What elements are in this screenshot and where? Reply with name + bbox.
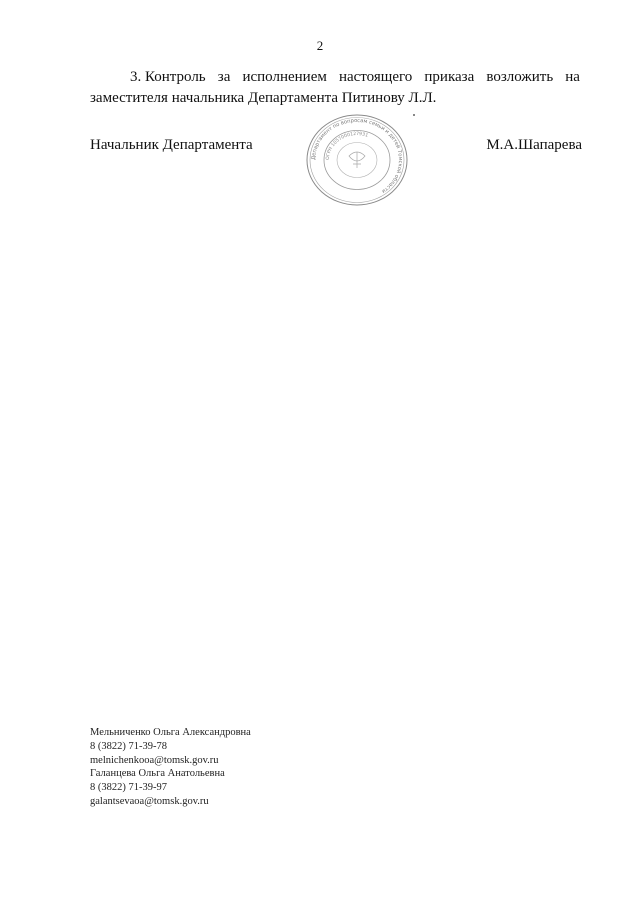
paragraph-word: возложить	[486, 69, 554, 85]
paragraph-number: 3.	[130, 69, 142, 85]
contact-line: Галанцева Ольга Анатольевна	[90, 768, 225, 780]
paragraph-line-1	[90, 67, 580, 88]
seal-emblem-icon	[349, 152, 365, 168]
contact-line: Мельниченко Ольга Александровна	[90, 727, 251, 738]
paragraph-word: приказа	[424, 69, 475, 85]
svg-text:ОГРН 1057000127931	[325, 131, 369, 160]
seal-inner-text: ОГРН 1057000127931	[325, 131, 369, 161]
seal-outer-text: Департамент по вопросам семьи и детей Томской области	[310, 117, 404, 195]
paragraph-word: настоящего	[338, 69, 413, 85]
order-paragraph	[90, 67, 580, 109]
signatory-title: Начальник Департамента	[90, 137, 253, 153]
signatory-name: М.А.Шапарева	[486, 137, 582, 153]
contact-line: 8 (3822) 71-39-97	[90, 782, 167, 794]
paragraph-word: на	[565, 69, 580, 85]
paragraph-start	[90, 67, 206, 88]
contact-line: 8 (3822) 71-39-78	[90, 740, 167, 752]
scan-mark	[413, 114, 415, 116]
contact-line: melnichenkooa@tomsk.gov.ru	[90, 754, 219, 766]
contact-block	[90, 726, 251, 809]
paragraph-word: Контроль	[145, 69, 206, 85]
official-seal	[304, 112, 410, 208]
contact-line: galantsevaoa@tomsk.gov.ru	[90, 795, 209, 807]
paragraph-line-2: заместителя начальника Департамента Питинову Л.Л.	[90, 90, 437, 106]
page-number: 2	[316, 38, 324, 53]
paragraph-word: за	[217, 69, 231, 85]
paragraph-word: исполнением	[242, 69, 327, 85]
